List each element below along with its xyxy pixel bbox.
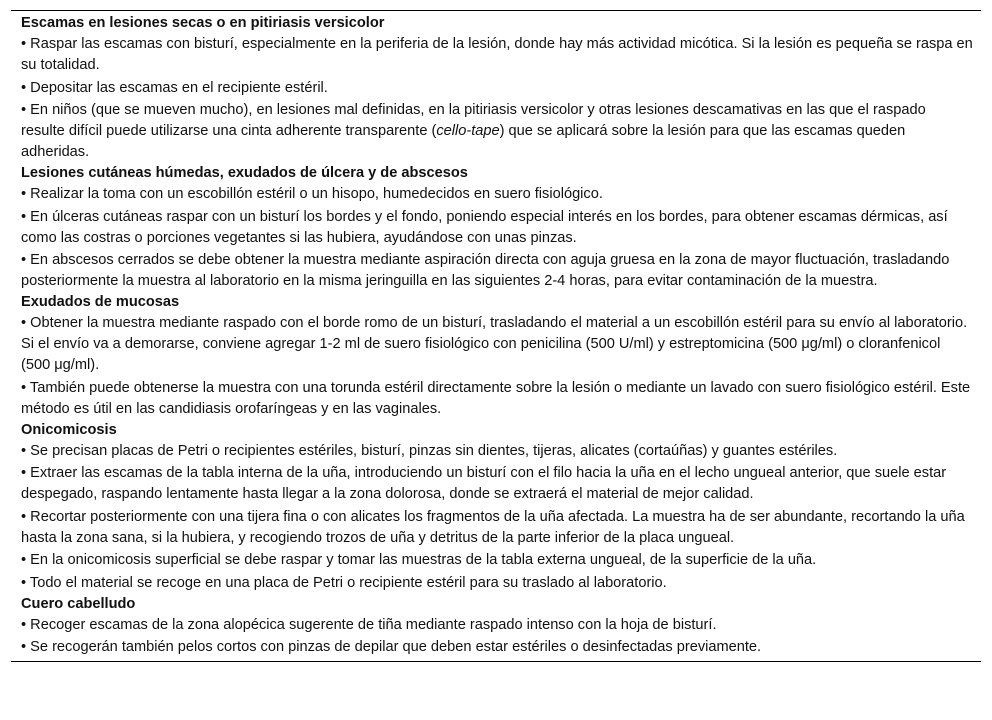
bullet-item: • En abscesos cerrados se debe obtener la muestra mediante aspiración directa con aguja gruesa en la zona de mayor fluctuación, trasladando posteriormente la muestra al laboratorio en la misma jeringuilla en las siguientes 2-4 horas, para evitar contaminación de la muestra.	[21, 252, 950, 289]
section-mucosas	[21, 292, 973, 420]
bullet-item: • Todo el material se recoge en una placa de Petri o recipiente estéril para su traslado al laboratorio.	[21, 574, 667, 591]
bullet-item: • Depositar las escamas en el recipiente estéril.	[21, 79, 328, 96]
section-cuero-cabelludo	[21, 594, 973, 659]
section-onicomicosis	[21, 420, 973, 594]
section-lesiones-humedas	[21, 163, 973, 292]
bullet-item: • Obtener la muestra mediante raspado con el borde romo de un bisturí, trasladando el material a un escobillón estéril para su envío al laboratorio. Si el envío va a demorarse, conviene agregar 1-2 ml de suero fisiológico con penicilina (500 U/ml) y estreptomicina (500 μg/ml) o cloranfenicol (500 μg/ml).	[21, 315, 968, 373]
bullet-item: • Raspar las escamas con bisturí, especialmente en la periferia de la lesión, donde hay más actividad micótica. Si la lesión es pequeña se raspa en su totalidad.	[21, 36, 973, 73]
section-title: Lesiones cutáneas húmedas, exudados de úlcera y de abscesos	[21, 165, 468, 181]
procedure-table	[11, 10, 981, 662]
bullet-item: • Extraer las escamas de la tabla interna de la uña, introduciendo un bisturí con el filo hacia la uña en el lecho ungueal anterior, que suele estar despegado, raspando lentamente hasta llegar a la zona dolorosa, donde se extraerá el material de mejor calidad.	[21, 465, 947, 502]
bullet-item: • Se recogerán también pelos cortos con pinzas de depilar que deben estar estériles o desinfectadas previamente.	[21, 639, 762, 655]
bullet-item: • Recortar posteriormente con una tijera fina o con alicates los fragmentos de la uña afectada. La muestra ha de ser abundante, recortando la uña hasta la zona sana, si la hubiera, y recogiendo trozos de uña y detritus de la parte inferior de la placa ungueal.	[21, 508, 965, 546]
bullet-item: • En la onicomicosis superficial se debe raspar y tomar las muestras de la tabla externa ungueal, de la superficie de la uña.	[21, 552, 817, 568]
bullet-item: • Recoger escamas de la zona alopécica sugerente de tiña mediante raspado intenso con la hoja de bisturí.	[21, 616, 717, 633]
bullet-item: • También puede obtenerse la muestra con una torunda estéril directamente sobre la lesión o mediante un lavado con suero fisiológico estéril. Este método es útil en las candidiasis orofaríngeas y en las vaginales.	[21, 379, 971, 417]
section-title: Onicomicosis	[21, 421, 117, 438]
section-title: Exudados de mucosas	[21, 294, 180, 310]
bullet-item: • Realizar la toma con un escobillón estéril o un hisopo, humedecidos en suero fisiológico.	[21, 186, 603, 202]
section-escamas	[21, 13, 973, 163]
bullet-item: • En úlceras cutáneas raspar con un bisturí los bordes y el fondo, poniendo especial interés en los bordes, para obtener escamas dérmicas, así como las costras o porciones vegetantes si las hubiera, ayudándose con unas pinzas.	[21, 208, 948, 246]
section-title: Escamas en lesiones secas o en pitiriasis versicolor	[21, 15, 385, 31]
section-title: Cuero cabelludo	[21, 595, 136, 612]
table-content	[11, 13, 981, 658]
bullet-item: • En niños (que se mueven mucho), en lesiones mal definidas, en la pitiriasis versicolor y otras lesiones descamativas en las que el raspado resulte difícil puede utilizarse una cinta adherente transparente (cello-tape) que se aplicará sobre la lesión para que las escamas queden adheridas.	[21, 102, 926, 160]
bullet-item: • Se precisan placas de Petri o recipientes estériles, bisturí, pinzas sin dientes, tijeras, alicates (cortaúñas) y guantes estériles.	[21, 442, 838, 459]
